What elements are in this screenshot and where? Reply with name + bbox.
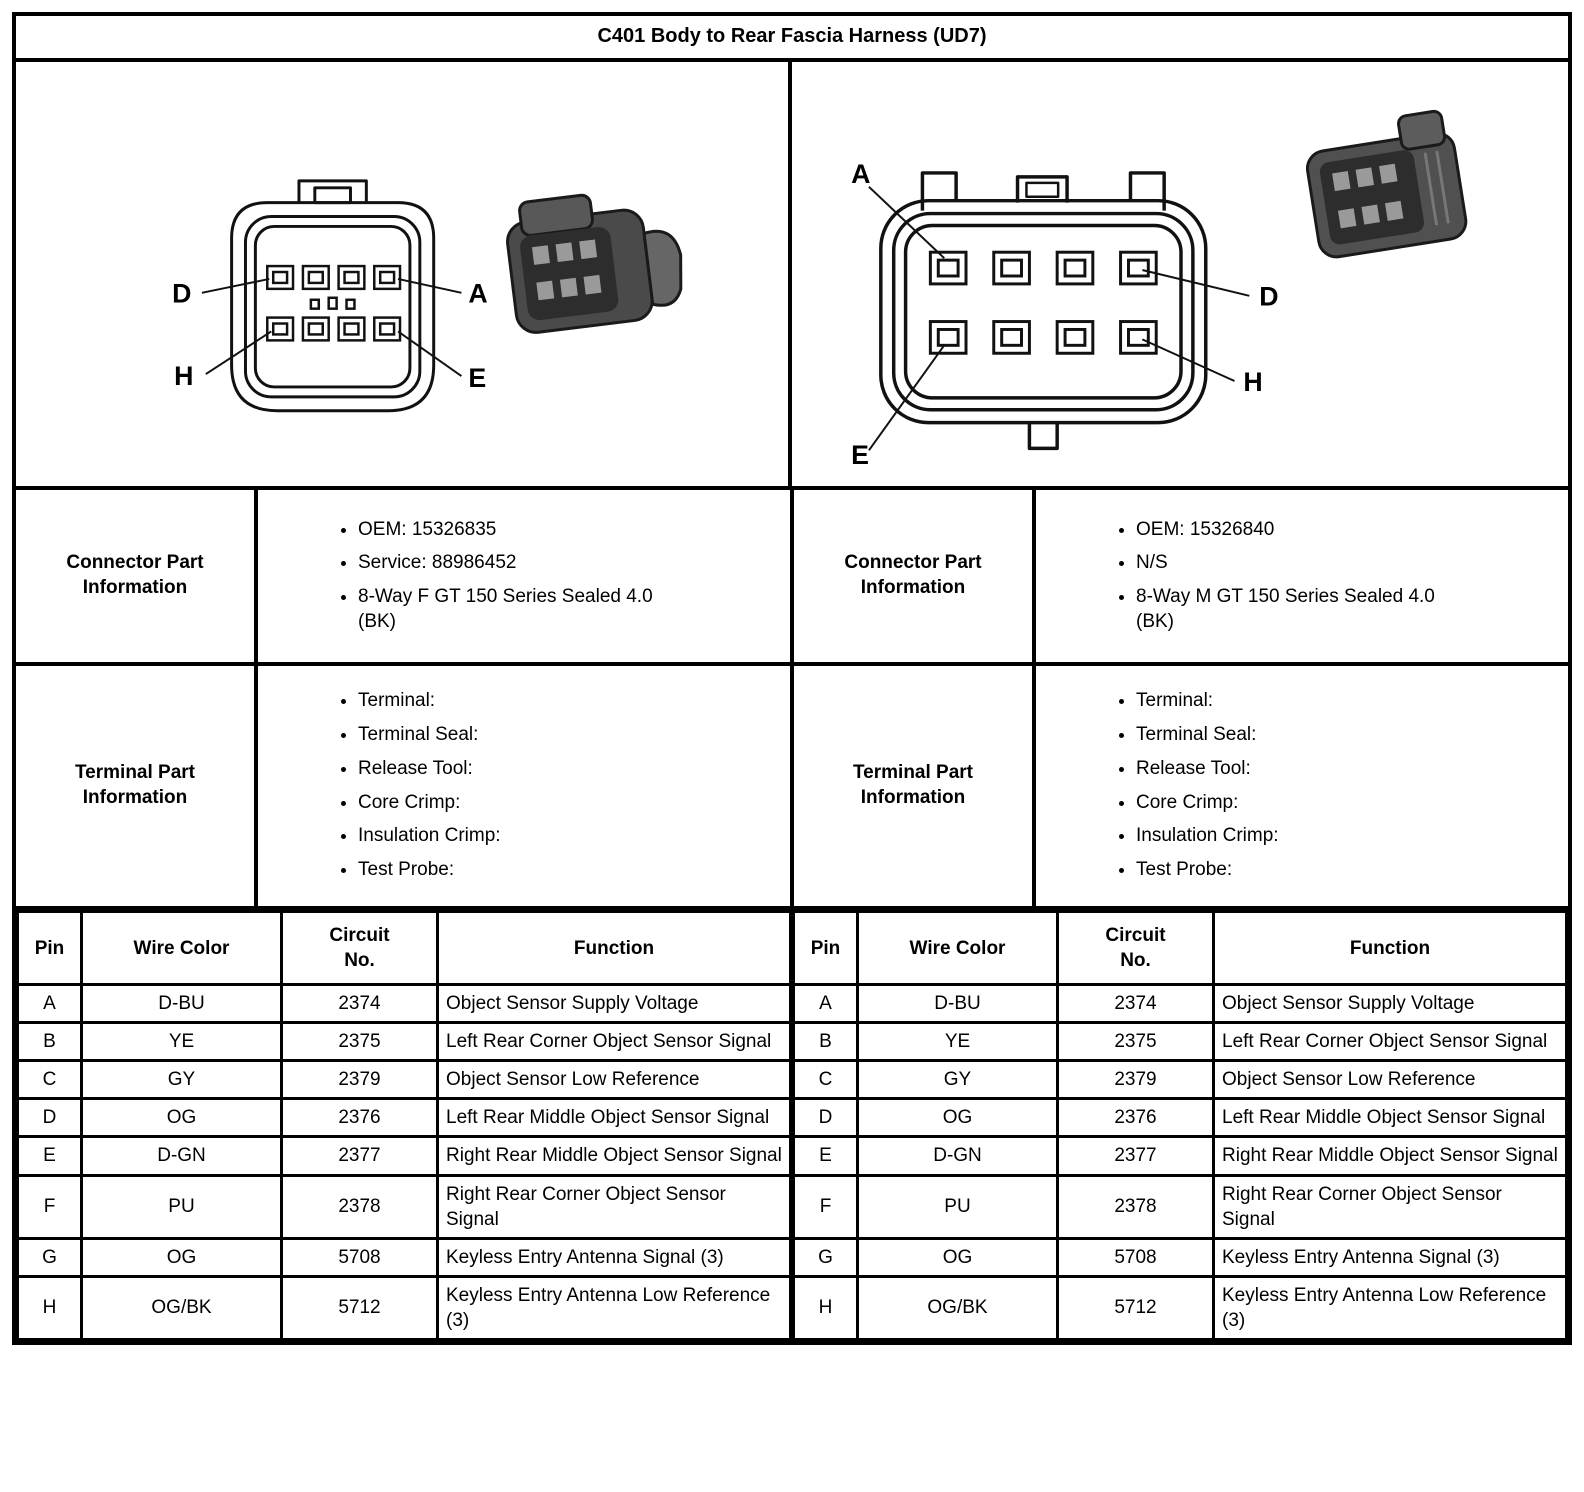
wire-color-cell: D-GN: [858, 1137, 1058, 1175]
circuit-no-cell: 2375: [1058, 1023, 1214, 1061]
function-column-header: Function: [1214, 912, 1567, 985]
wire-color-column-header: Wire Color: [858, 912, 1058, 985]
right-connector-3d-view: [1301, 109, 1468, 259]
left-connector-diagram-panel: [16, 62, 792, 486]
circuit-no-cell: 2377: [1058, 1137, 1214, 1175]
circuit-no-cell: 2374: [282, 985, 438, 1023]
terminal-part-heading-left: Terminal Part Information: [16, 666, 258, 906]
pin-label-d: D: [172, 278, 192, 309]
left-connector-face-view: [232, 181, 434, 411]
circuit-no-cell: 5708: [1058, 1238, 1214, 1276]
connector-part-info-row: [16, 490, 1568, 666]
pin-label-h: H: [1243, 366, 1263, 397]
pin-label-d: D: [1259, 281, 1279, 312]
circuit-no-column-header: Circuit No.: [1058, 912, 1214, 985]
left-connector-diagram: [16, 62, 788, 486]
function-cell: Right Rear Middle Object Sensor Signal: [1214, 1137, 1567, 1175]
page-title: C401 Body to Rear Fascia Harness (UD7): [16, 16, 1568, 62]
circuit-no-cell: 2374: [1058, 985, 1214, 1023]
circuit-no-cell: 2376: [282, 1099, 438, 1137]
terminal-part-item: • Core Crimp:: [358, 791, 501, 816]
left-pin-table: [16, 910, 792, 1341]
pin-label-e: E: [468, 362, 487, 393]
function-column-header: Function: [438, 912, 791, 985]
pin-cell: G: [18, 1238, 82, 1276]
circuit-no-cell: 2379: [282, 1061, 438, 1099]
function-cell: Object Sensor Supply Voltage: [438, 985, 791, 1023]
function-cell: Left Rear Middle Object Sensor Signal: [438, 1099, 791, 1137]
table-row: [18, 985, 791, 1023]
harness-info-page: [12, 12, 1572, 1345]
function-cell: Left Rear Corner Object Sensor Signal: [1214, 1023, 1567, 1061]
table-row: [794, 1175, 1567, 1238]
wire-color-cell: YE: [858, 1023, 1058, 1061]
connector-part-heading-right: Connector Part Information: [794, 490, 1036, 662]
wire-color-cell: PU: [82, 1175, 282, 1238]
pin-cell: E: [794, 1137, 858, 1175]
function-cell: Keyless Entry Antenna Signal (3): [438, 1238, 791, 1276]
table-row: [18, 1276, 791, 1339]
circuit-no-cell: 5708: [282, 1238, 438, 1276]
pin-cell: A: [794, 985, 858, 1023]
function-cell: Right Rear Corner Object Sensor Signal: [438, 1175, 791, 1238]
right-connector-face-view: [881, 173, 1206, 448]
table-row: [18, 1023, 791, 1061]
connector-part-item: • 8-Way F GT 150 Series Sealed 4.0 (BK): [358, 585, 688, 634]
terminal-part-item: • Release Tool:: [358, 757, 501, 782]
terminal-part-details-left: [258, 666, 794, 906]
table-row: [794, 1137, 1567, 1175]
table-header-row: [794, 912, 1567, 985]
right-connector-diagram-panel: [792, 62, 1568, 486]
wire-color-cell: D-BU: [858, 985, 1058, 1023]
function-cell: Keyless Entry Antenna Low Reference (3): [1214, 1276, 1567, 1339]
left-connector-terminal-cavities: [267, 266, 400, 340]
circuit-no-cell: 2378: [282, 1175, 438, 1238]
function-cell: Object Sensor Low Reference: [1214, 1061, 1567, 1099]
table-row: [794, 1023, 1567, 1061]
circuit-no-cell: 2379: [1058, 1061, 1214, 1099]
terminal-part-details-right: [1036, 666, 1568, 906]
pin-cell: C: [18, 1061, 82, 1099]
table-row: [18, 1099, 791, 1137]
terminal-part-item: • Terminal Seal:: [358, 723, 501, 748]
wire-color-cell: D-BU: [82, 985, 282, 1023]
table-row: [794, 1099, 1567, 1137]
connector-part-details-right: [1036, 490, 1568, 662]
wire-color-cell: OG: [858, 1099, 1058, 1137]
connector-part-details-left: [258, 490, 794, 662]
connector-part-item: • Service: 88986452: [358, 551, 688, 576]
circuit-no-cell: 5712: [1058, 1276, 1214, 1339]
connector-diagrams-section: [16, 62, 1568, 490]
function-cell: Right Rear Middle Object Sensor Signal: [438, 1137, 791, 1175]
right-connector-terminal-cavities: [930, 252, 1156, 353]
terminal-part-heading-right: Terminal Part Information: [794, 666, 1036, 906]
pin-label-a: A: [851, 158, 871, 189]
table-row: [18, 1137, 791, 1175]
pin-cell: F: [794, 1175, 858, 1238]
pin-cell: H: [18, 1276, 82, 1339]
wire-color-cell: OG/BK: [858, 1276, 1058, 1339]
pin-cell: H: [794, 1276, 858, 1339]
function-cell: Keyless Entry Antenna Low Reference (3): [438, 1276, 791, 1339]
terminal-part-item: • Insulation Crimp:: [358, 824, 501, 849]
table-row: [794, 1276, 1567, 1339]
table-row: [18, 1061, 791, 1099]
pinout-tables-section: [16, 910, 1568, 1341]
left-connector-leader-lines: [202, 279, 462, 376]
right-connector-diagram: [792, 62, 1568, 486]
circuit-no-cell: 2375: [282, 1023, 438, 1061]
connector-part-item: • 8-Way M GT 150 Series Sealed 4.0 (BK): [1136, 585, 1466, 634]
terminal-part-info-row: [16, 666, 1568, 910]
pin-column-header: Pin: [18, 912, 82, 985]
connector-part-item: • OEM: 15326840: [1136, 518, 1466, 543]
terminal-part-item: • Release Tool:: [1136, 757, 1279, 782]
pin-label-h: H: [174, 360, 194, 391]
wire-color-cell: OG: [82, 1099, 282, 1137]
function-cell: Left Rear Corner Object Sensor Signal: [438, 1023, 791, 1061]
right-pin-table: [792, 910, 1568, 1341]
terminal-part-item: • Core Crimp:: [1136, 791, 1279, 816]
circuit-no-cell: 2378: [1058, 1175, 1214, 1238]
wire-color-column-header: Wire Color: [82, 912, 282, 985]
pin-cell: F: [18, 1175, 82, 1238]
pin-label-e: E: [851, 440, 869, 471]
function-cell: Keyless Entry Antenna Signal (3): [1214, 1238, 1567, 1276]
wire-color-cell: D-GN: [82, 1137, 282, 1175]
circuit-no-column-header: Circuit No.: [282, 912, 438, 985]
circuit-no-cell: 2376: [1058, 1099, 1214, 1137]
connector-part-item: • OEM: 15326835: [358, 518, 688, 543]
connector-part-heading-left: Connector Part Information: [16, 490, 258, 662]
left-connector-3d-view: [503, 184, 688, 335]
circuit-no-cell: 2377: [282, 1137, 438, 1175]
wire-color-cell: OG: [858, 1238, 1058, 1276]
wire-color-cell: PU: [858, 1175, 1058, 1238]
wire-color-cell: GY: [858, 1061, 1058, 1099]
terminal-part-item: • Terminal Seal:: [1136, 723, 1279, 748]
pin-cell: D: [794, 1099, 858, 1137]
function-cell: Left Rear Middle Object Sensor Signal: [1214, 1099, 1567, 1137]
terminal-part-item: • Test Probe:: [1136, 858, 1279, 883]
pin-cell: E: [18, 1137, 82, 1175]
wire-color-cell: OG/BK: [82, 1276, 282, 1339]
function-cell: Right Rear Corner Object Sensor Signal: [1214, 1175, 1567, 1238]
pin-column-header: Pin: [794, 912, 858, 985]
pin-cell: A: [18, 985, 82, 1023]
pin-cell: C: [794, 1061, 858, 1099]
pin-cell: D: [18, 1099, 82, 1137]
table-row: [794, 1061, 1567, 1099]
table-row: [18, 1238, 791, 1276]
pin-cell: B: [794, 1023, 858, 1061]
pin-cell: B: [18, 1023, 82, 1061]
terminal-part-item: • Test Probe:: [358, 858, 501, 883]
pin-cell: G: [794, 1238, 858, 1276]
circuit-no-cell: 5712: [282, 1276, 438, 1339]
wire-color-cell: GY: [82, 1061, 282, 1099]
function-cell: Object Sensor Supply Voltage: [1214, 985, 1567, 1023]
pin-label-a: A: [468, 278, 488, 309]
table-header-row: [18, 912, 791, 985]
connector-part-item: • N/S: [1136, 551, 1466, 576]
wire-color-cell: YE: [82, 1023, 282, 1061]
table-row: [794, 985, 1567, 1023]
terminal-part-item: • Terminal:: [1136, 689, 1279, 714]
table-row: [794, 1238, 1567, 1276]
terminal-part-item: • Insulation Crimp:: [1136, 824, 1279, 849]
table-row: [18, 1175, 791, 1238]
function-cell: Object Sensor Low Reference: [438, 1061, 791, 1099]
terminal-part-item: • Terminal:: [358, 689, 501, 714]
wire-color-cell: OG: [82, 1238, 282, 1276]
